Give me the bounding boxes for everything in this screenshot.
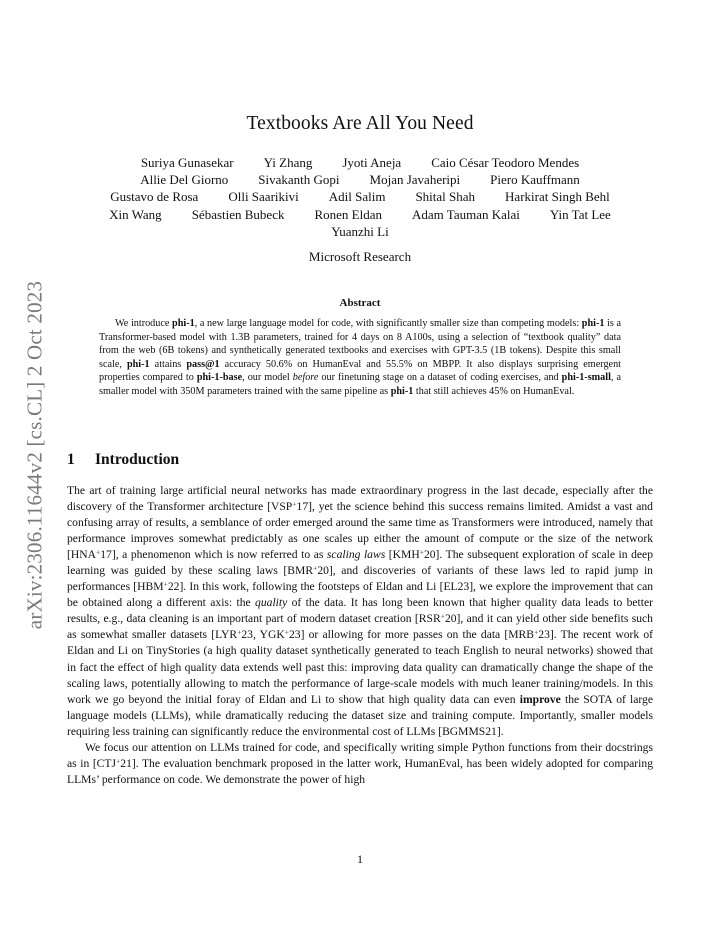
author-name: Mojan Javaheripi: [369, 172, 461, 188]
body-text: [67, 483, 653, 788]
arxiv-identifier: arXiv:2306.11644v2 [cs.CL] 2 Oct 2023: [22, 280, 47, 630]
author-list: [40, 154, 680, 240]
author-name: Jyoti Aneja: [342, 155, 402, 170]
paragraph: We focus our attention on LLMs trained for code, and specifically writing simple Python functions from their docstrings as in [CTJ+21]. The evaluation benchmark proposed in the latter work, HumanEval, has been widely adopted for comparing LLMs’ performance on code. We demonstrate the power of high: [67, 740, 653, 786]
section-title: Introduction: [95, 451, 180, 468]
author-line: [40, 206, 680, 223]
author-name: Sivakanth Gopi: [258, 172, 340, 188]
author-line: [40, 171, 680, 188]
author-name: Adil Salim: [328, 189, 386, 205]
author-line: [40, 154, 680, 171]
author-name: Olli Saarikivi: [228, 189, 299, 205]
author-line: [40, 188, 680, 205]
author-name: Caio César Teodoro Mendes: [431, 155, 580, 170]
author-name: Allie Del Giorno: [140, 172, 229, 188]
author-name: Shital Shah: [415, 189, 476, 205]
paragraph: The art of training large artificial neural networks has made extraordinary progress in the last decade, especially after the discovery of the Transformer architecture [VSP+17], yet the science behind this success remains limited. Amidst a vast and confusing array of results, a semblance of order emerged around the same time as Transformers were introduced, namely that performance improves somewhat predictably as one scales up either the amount of compute or the size of the network [HNA+17], a phenomenon which is now referred to as scaling laws [KMH+20]. The subsequent exploration of scale in deep learning was guided by these scaling laws [BMR+20], and discoveries of variants of these laws led to rapid jump in performances [HBM+22]. In this work, following the footsteps of Eldan and Li [EL23], we explore the improvement that can be obtained along a different axis: the quality of the data. It has long been known that higher quality data leads to better results, e.g., data cleaning is an important part of modern dataset creation [RSR+20], and it can yield other side benefits such as somewhat smaller datasets [LYR+23, YGK+23] or allowing for more passes on the data [MRB+23]. The recent work of Eldan and Li on TinyStories (a high quality dataset synthetically generated to teach English to neural networks) showed that in fact the effect of high quality data extends well past this: improving data quality can dramatically change the shape of the scaling laws, potentially allowing to match the performance of large-scale models with much leaner training/models. In this work we go beyond the initial foray of Eldan and Li to show that high quality data can even improve the SOTA of large language models (LLMs), while dramatically reducing the dataset size and training compute. Importantly, smaller models requiring less training can significantly reduce the environmental cost of LLMs [BGMMS21].: [67, 484, 654, 738]
author-name: Yi Zhang: [263, 155, 313, 170]
author-name: Adam Tauman Kalai: [412, 206, 520, 222]
page-number: 1: [357, 852, 363, 866]
affiliation: Microsoft Research: [308, 249, 412, 264]
author-name: Piero Kauffmann: [490, 172, 580, 188]
author-name: Sébastien Bubeck: [191, 206, 285, 222]
author-name: Suriya Gunasekar: [140, 155, 234, 170]
author-line: [40, 223, 680, 240]
author-name: Xin Wang: [109, 206, 162, 222]
author-name: Ronen Eldan: [314, 206, 382, 222]
section-heading: [67, 451, 179, 469]
author-name: Gustavo de Rosa: [110, 189, 199, 205]
abstract-heading: Abstract: [339, 297, 381, 309]
abstract-text: We introduce phi-1, a new large language model for code, with significantly smaller size than competing models: phi-1 is a Transformer-based model with 1.3B parameters, trained for 4 days on 8 A100s, using a selection of “textbook quality” data from the web (6B tokens) and synthetically generated textbooks and exercises with GPT-3.5 (1B tokens). Despite this small scale, phi-1 attains pass@1 accuracy 50.6% on HumanEval and 55.5% on MBPP. It also displays surprising emergent properties compared to phi-1-base, our model before our finetuning stage on a dataset of coding exercises, and phi-1-small, a smaller model with 350M parameters trained with the same pipeline as phi-1 that still achieves 45% on HumanEval.: [99, 318, 621, 397]
author-name: Yuanzhi Li: [331, 223, 389, 239]
paper-title: Textbooks Are All You Need: [246, 113, 474, 134]
section-number: 1: [67, 451, 75, 468]
author-name: Yin Tat Lee: [549, 206, 611, 222]
author-name: Harkirat Singh Behl: [505, 189, 610, 205]
